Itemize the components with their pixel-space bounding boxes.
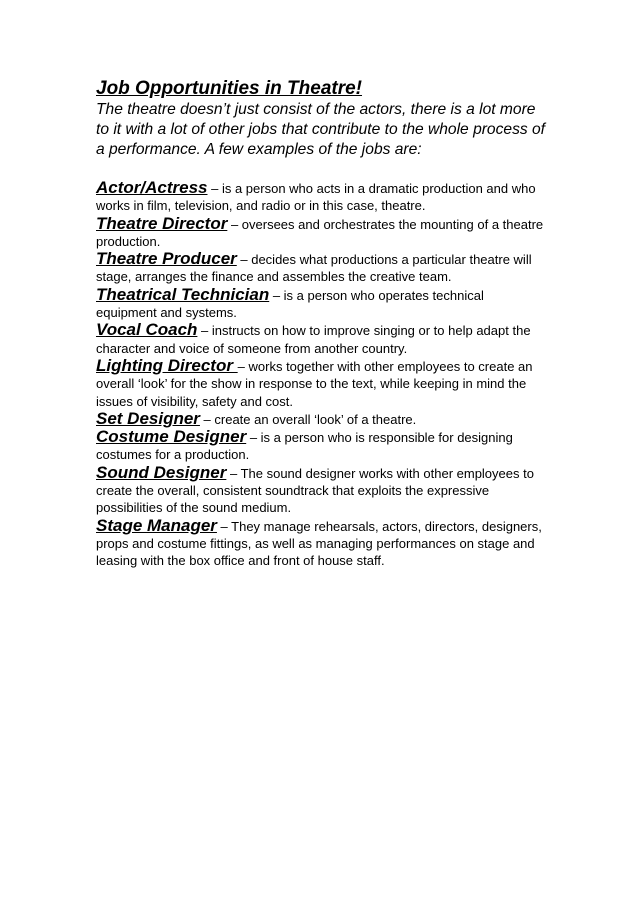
intro-paragraph: The theatre doesn’t just consist of the actors, there is a lot more to it with a lot of other jobs that contribute to the whole process of a performance. A few examples of the jobs are: <box>96 101 546 158</box>
job-title: Lighting Director <box>96 355 238 375</box>
job-description: – oversees and orchestrates the mounting of a theatre production. <box>96 216 544 249</box>
page-title: Job Opportunities in Theatre! <box>96 78 363 99</box>
job-description: – works together with other employees to create an overall ‘look’ for the show in response to the text, while keeping in mind the issues of visibility, safety and cost. <box>96 358 533 409</box>
job-entry-theatre-director <box>96 215 546 251</box>
job-description: – They manage rehearsals, actors, directors, designers, props and costume fittings, as well as managing performances on stage and leasing with the box office and front of house staff. <box>96 518 542 569</box>
job-title: Theatre Producer <box>96 249 237 269</box>
job-description: – is a person who operates technical equipment and systems. <box>96 287 484 321</box>
job-entry-vocal-coach <box>96 321 546 357</box>
job-title: Sound Designer <box>96 462 227 482</box>
job-title: Stage Manager <box>96 515 217 535</box>
job-entry-theatre-producer <box>96 250 546 286</box>
job-description: – is a person who acts in a dramatic production and who works in film, television, and radio or in this case, theatre. <box>96 181 536 214</box>
job-title: Vocal Coach <box>96 320 198 340</box>
job-description: – decides what productions a particular theatre will stage, arranges the finance and assembles the creative team. <box>96 252 532 285</box>
document-body <box>96 78 546 570</box>
job-title: Theatrical Technician <box>96 284 270 304</box>
job-title: Set Designer <box>96 408 200 428</box>
job-list <box>96 179 546 570</box>
job-title: Actor/Actress <box>96 178 208 197</box>
job-entry-stage-manager <box>96 517 546 570</box>
job-title: Theatre Director <box>96 213 228 233</box>
job-entry-actor-actress <box>96 179 546 215</box>
job-description: – is a person who is responsible for designing costumes for a production. <box>96 430 513 463</box>
job-description: – create an overall ‘look’ of a theatre. <box>199 411 417 427</box>
job-entry-set-designer <box>96 410 546 428</box>
job-entry-theatrical-technician <box>96 286 546 322</box>
job-description: – instructs on how to improve singing or to help adapt the character and voice of someone from another country. <box>96 323 531 356</box>
job-entry-lighting-director <box>96 357 546 410</box>
job-description: – The sound designer works with other employees to create the overall, consistent soundtrack that exploits the expressive possibilities of the sound medium. <box>96 465 534 516</box>
job-entry-sound-designer <box>96 464 546 517</box>
job-title: Costume Designer <box>96 427 247 447</box>
job-entry-costume-designer <box>96 428 546 464</box>
